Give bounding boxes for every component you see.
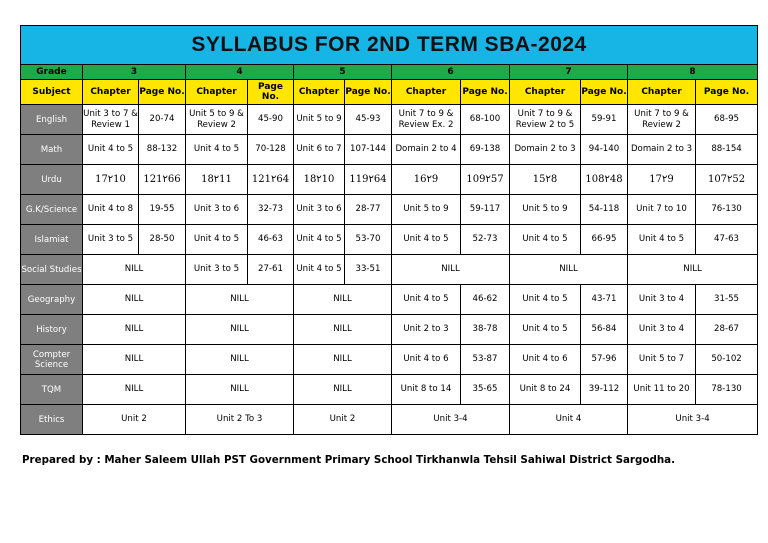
chapter-cell: Unit 3 to 7 & Review 1 [83, 105, 139, 135]
chapter-cell: Unit 3 to 6 [294, 195, 345, 225]
table-row [21, 345, 758, 375]
subject-cell: G.K/Science [21, 195, 83, 225]
page-cell: 121۲64 [248, 165, 294, 195]
ethics-cell: Unit 2 [294, 405, 392, 435]
page-cell: 109۲57 [461, 165, 510, 195]
subject-header: Subject [21, 80, 83, 105]
nill-cell: NILL [83, 315, 186, 345]
page-cell: 59-91 [581, 105, 628, 135]
page-cell: 28-77 [345, 195, 392, 225]
page-cell: 78-130 [696, 375, 758, 405]
chapter-cell: Domain 2 to 3 [510, 135, 581, 165]
table-row [21, 285, 758, 315]
column-header-row [21, 80, 758, 105]
subject-cell: Compter Science [21, 345, 83, 375]
page-cell: 88-132 [139, 135, 186, 165]
chapter-cell: Unit 7 to 10 [628, 195, 696, 225]
chapter-cell: Unit 5 to 9 [294, 105, 345, 135]
chapter-cell: Unit 4 to 6 [510, 345, 581, 375]
subject-cell: Geography [21, 285, 83, 315]
table-row [21, 135, 758, 165]
page-cell: 31-55 [696, 285, 758, 315]
chapter-cell: Unit 4 to 5 [628, 225, 696, 255]
grade-6: 6 [392, 65, 510, 80]
page-title: SYLLABUS FOR 2ND TERM SBA-2024 [21, 26, 758, 65]
subject-cell: TQM [21, 375, 83, 405]
page-cell: 59-117 [461, 195, 510, 225]
ethics-cell: Unit 4 [510, 405, 628, 435]
prepared-by-footer: Prepared by : Maher Saleem Ullah PST Government Primary School Tirkhanwla Tehsil Sahiwal District Sargodha. [22, 454, 676, 466]
chapter-cell: Unit 4 to 5 [294, 255, 345, 285]
ethics-cell: Unit 3-4 [628, 405, 758, 435]
page-cell: 57-96 [581, 345, 628, 375]
page-cell: 108۲48 [581, 165, 628, 195]
chapter-cell: Unit 3 to 4 [628, 315, 696, 345]
page-cell: 39-112 [581, 375, 628, 405]
grade-7: 7 [510, 65, 628, 80]
page-cell: 46-63 [248, 225, 294, 255]
chapter-cell: Unit 7 to 9 & Review Ex. 2 [392, 105, 461, 135]
chapter-cell: Unit 4 to 5 [186, 135, 248, 165]
page-cell: 68-95 [696, 105, 758, 135]
page-cell: 47-63 [696, 225, 758, 255]
chapter-cell: Unit 4 to 5 [392, 225, 461, 255]
page-cell: 45-93 [345, 105, 392, 135]
page-header: Page No. [139, 80, 186, 105]
page-header: Page No. [696, 80, 758, 105]
nill-cell: NILL [186, 345, 294, 375]
table-row [21, 315, 758, 345]
chapter-cell: Unit 5 to 7 [628, 345, 696, 375]
page-cell: 52-73 [461, 225, 510, 255]
chapter-cell: Unit 4 to 5 [510, 225, 581, 255]
page-cell: 28-67 [696, 315, 758, 345]
grade-8: 8 [628, 65, 758, 80]
subject-cell: Islamiat [21, 225, 83, 255]
chapter-header: Chapter [392, 80, 461, 105]
nill-cell: NILL [186, 375, 294, 405]
nill-cell: NILL [186, 285, 294, 315]
ethics-cell: Unit 3-4 [392, 405, 510, 435]
page-cell: 46-62 [461, 285, 510, 315]
page-cell: 56-84 [581, 315, 628, 345]
grade-4: 4 [186, 65, 294, 80]
chapter-cell: Unit 3 to 5 [186, 255, 248, 285]
chapter-cell: Unit 11 to 20 [628, 375, 696, 405]
page-header: Page No. [581, 80, 628, 105]
nill-cell: NILL [294, 375, 392, 405]
chapter-cell: Unit 4 to 5 [186, 225, 248, 255]
nill-cell: NILL [186, 315, 294, 345]
chapter-cell: 18۲11 [186, 165, 248, 195]
chapter-cell: Unit 8 to 14 [392, 375, 461, 405]
nill-cell: NILL [83, 375, 186, 405]
page-cell: 20-74 [139, 105, 186, 135]
chapter-cell: Unit 5 to 9 & Review 2 [186, 105, 248, 135]
nill-cell: NILL [83, 345, 186, 375]
table-row [21, 405, 758, 435]
chapter-cell: Unit 3 to 6 [186, 195, 248, 225]
chapter-header: Chapter [83, 80, 139, 105]
page-cell: 43-71 [581, 285, 628, 315]
ethics-cell: Unit 2 To 3 [186, 405, 294, 435]
chapter-cell: 15۲8 [510, 165, 581, 195]
grade-3: 3 [83, 65, 186, 80]
page-cell: 88-154 [696, 135, 758, 165]
page-cell: 35-65 [461, 375, 510, 405]
page-cell: 69-138 [461, 135, 510, 165]
chapter-cell: Unit 3 to 5 [83, 225, 139, 255]
page-cell: 45-90 [248, 105, 294, 135]
chapter-header: Chapter [628, 80, 696, 105]
page-cell: 38-78 [461, 315, 510, 345]
chapter-header: Chapter [294, 80, 345, 105]
nill-cell: NILL [392, 255, 510, 285]
chapter-header: Chapter [186, 80, 248, 105]
table-row [21, 225, 758, 255]
page-cell: 66-95 [581, 225, 628, 255]
grade-label: Grade [21, 65, 83, 80]
page-cell: 27-61 [248, 255, 294, 285]
nill-cell: NILL [294, 345, 392, 375]
page-cell: 68-100 [461, 105, 510, 135]
page-cell: 76-130 [696, 195, 758, 225]
page-cell: 107۲52 [696, 165, 758, 195]
chapter-cell: Unit 2 to 3 [392, 315, 461, 345]
table-row [21, 195, 758, 225]
page-cell: 28-50 [139, 225, 186, 255]
nill-cell: NILL [83, 255, 186, 285]
page-cell: 19-55 [139, 195, 186, 225]
chapter-cell: 18۲10 [294, 165, 345, 195]
page-cell: 53-70 [345, 225, 392, 255]
grade-row [21, 65, 758, 80]
chapter-cell: 17۲10 [83, 165, 139, 195]
page-cell: 119۲64 [345, 165, 392, 195]
page-header: Page No. [461, 80, 510, 105]
page-cell: 121۲66 [139, 165, 186, 195]
chapter-cell: Unit 4 to 8 [83, 195, 139, 225]
table-row [21, 375, 758, 405]
nill-cell: NILL [83, 285, 186, 315]
chapter-cell: 17۲9 [628, 165, 696, 195]
page-cell: 50-102 [696, 345, 758, 375]
subject-cell: Ethics [21, 405, 83, 435]
page-cell: 54-118 [581, 195, 628, 225]
page-cell: 70-128 [248, 135, 294, 165]
chapter-cell: Unit 4 to 5 [294, 225, 345, 255]
subject-cell: Math [21, 135, 83, 165]
page-cell: 107-144 [345, 135, 392, 165]
chapter-cell: 16۲9 [392, 165, 461, 195]
chapter-cell: Domain 2 to 3 [628, 135, 696, 165]
nill-cell: NILL [294, 285, 392, 315]
nill-cell: NILL [628, 255, 758, 285]
chapter-cell: Unit 5 to 9 [392, 195, 461, 225]
chapter-cell: Unit 4 to 5 [510, 315, 581, 345]
chapter-header: Chapter [510, 80, 581, 105]
page-cell: 53-87 [461, 345, 510, 375]
subject-cell: Urdu [21, 165, 83, 195]
chapter-cell: Unit 7 to 9 & Review 2 to 5 [510, 105, 581, 135]
subject-cell: History [21, 315, 83, 345]
table-row [21, 255, 758, 285]
subject-cell: English [21, 105, 83, 135]
table-row [21, 105, 758, 135]
nill-cell: NILL [294, 315, 392, 345]
nill-cell: NILL [510, 255, 628, 285]
chapter-cell: Unit 4 to 6 [392, 345, 461, 375]
chapter-cell: Unit 4 to 5 [510, 285, 581, 315]
table-row [21, 165, 758, 195]
page-cell: 94-140 [581, 135, 628, 165]
subject-cell: Social Studies [21, 255, 83, 285]
chapter-cell: Domain 2 to 4 [392, 135, 461, 165]
chapter-cell: Unit 6 to 7 [294, 135, 345, 165]
ethics-cell: Unit 2 [83, 405, 186, 435]
chapter-cell: Unit 4 to 5 [83, 135, 139, 165]
page-header: Page No. [345, 80, 392, 105]
grade-5: 5 [294, 65, 392, 80]
syllabus-table [20, 25, 758, 435]
chapter-cell: Unit 7 to 9 & Review 2 [628, 105, 696, 135]
chapter-cell: Unit 4 to 5 [392, 285, 461, 315]
page-cell: 33-51 [345, 255, 392, 285]
page-header: Page No. [248, 80, 294, 105]
page-cell: 32-73 [248, 195, 294, 225]
chapter-cell: Unit 3 to 4 [628, 285, 696, 315]
chapter-cell: Unit 8 to 24 [510, 375, 581, 405]
chapter-cell: Unit 5 to 9 [510, 195, 581, 225]
